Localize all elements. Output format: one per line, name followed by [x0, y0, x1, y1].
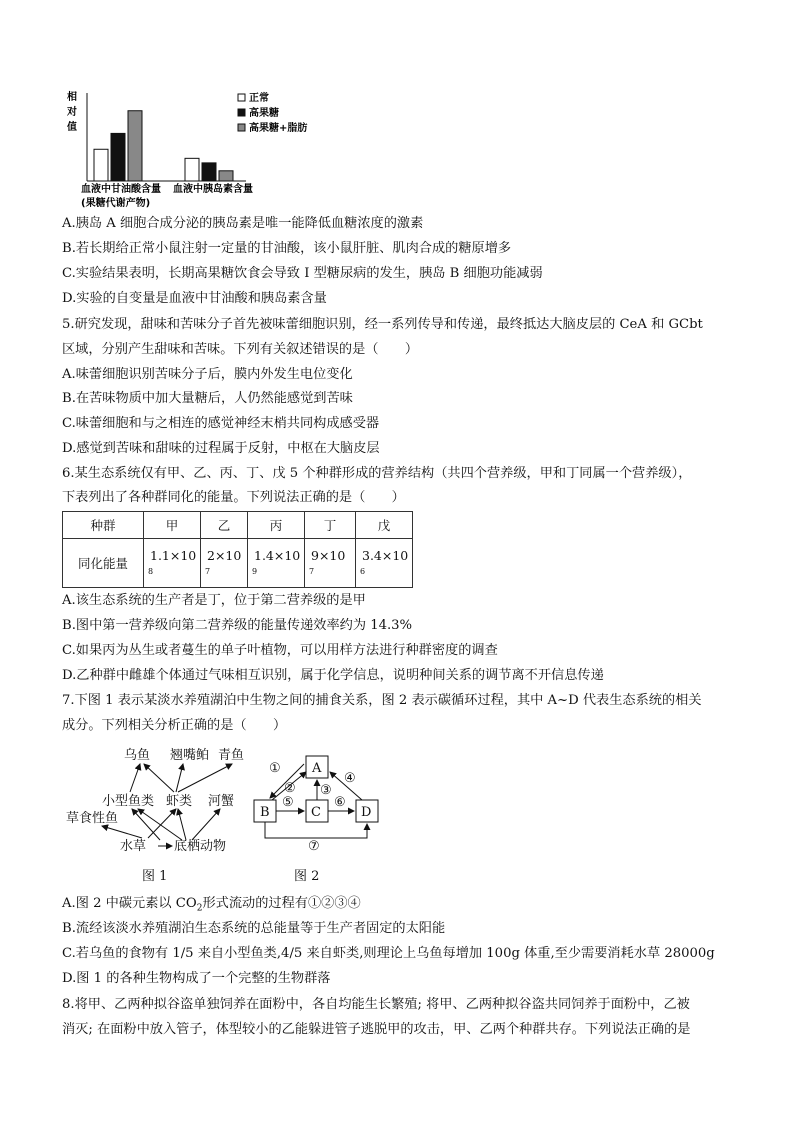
value-base: 3.4×10 [362, 548, 409, 563]
value-exponent: 9 [252, 567, 258, 576]
figure1-caption: 图 1 [142, 869, 168, 884]
q5-option-c: C.味蕾细胞和与之相连的感觉神经末梢共同构成感受器 [62, 416, 380, 431]
table-cell [144, 539, 201, 588]
value-base: 2×10 [207, 548, 242, 563]
table-header-cell: 甲 [144, 512, 201, 539]
q7-option-a-subscript: 2 [196, 903, 203, 914]
q7-stem-line1: 7.下图 1 表示某淡水养殖湖泊中生物之间的捕食关系，图 2 表示碳循环过程，其中 A~D 代表生态系统的相关 [62, 693, 702, 708]
bar [185, 158, 199, 181]
q5-option-d: D.感觉到苦味和甜味的过程属于反射，中枢在大脑皮层 [62, 441, 380, 456]
carbon-cycle-diagram [254, 756, 378, 884]
arrow-5: ⑤ [282, 795, 294, 810]
q7-option-a-text: A.图 2 中碳元素以 CO [62, 896, 197, 911]
legend-swatch [238, 109, 245, 116]
y-axis-label-char: 值 [67, 122, 77, 133]
node-qingyu: 青鱼 [218, 748, 245, 763]
q7-option-a [62, 895, 361, 918]
bar [128, 111, 142, 181]
legend-label: 高果糖+脂肪 [249, 123, 308, 134]
box-a-label: A [312, 761, 322, 776]
q8-stem-line2: 消灭; 在面粉中放入管子，体型较小的乙能躲进管子逃脱甲的攻击，甲、乙两个种群共存。下列说法正确的是 [62, 1022, 691, 1037]
x-tick-sublabel: (果糖代谢产物) [81, 198, 151, 209]
node-benthic: 底栖动物 [174, 839, 227, 854]
bar-chart [64, 88, 364, 213]
q5-stem-line1: 5.研究发现，甜味和苦味分子首先被味蕾细胞识别，经一系列传导和传递，最终抵达大脑皮层的 CeA 和 GCbt [62, 317, 703, 332]
value-exponent: 7 [309, 567, 315, 576]
q5-stem-line2: 区域，分别产生甜味和苦味。下列有关叙述错误的是（ ） [62, 342, 419, 357]
q6-option-b: B.图中第一营养级向第二营养级的能量传递效率约为 14.3% [62, 618, 413, 633]
x-tick-label: 血液中胰岛素含量 [173, 184, 253, 195]
box-d-label: D [361, 805, 372, 820]
node-wuyu: 乌鱼 [124, 748, 151, 763]
q7-option-b: B.流经该淡水养殖湖泊生态系统的总能量等于生产者固定的太阳能 [62, 921, 446, 936]
x-tick-label: 血液中甘油酸含量 [81, 184, 161, 195]
q6-stem-line1: 6.某生态系统仅有甲、乙、丙、丁、戊 5 个种群形成的营养结构（共四个营养级，甲和丁同属一个营养级）， [62, 466, 692, 481]
node-herbivorous-fish: 草食性鱼 [66, 811, 119, 826]
arrow-6: ⑥ [334, 795, 346, 810]
y-axis-label [66, 90, 77, 133]
node-crab: 河蟹 [208, 794, 235, 809]
q4-option-c: C.实验结果表明，长期高果糖饮食会导致 I 型糖尿病的发生，胰岛 B 细胞功能减弱 [62, 266, 543, 281]
value-exponent: 6 [360, 567, 366, 576]
node-qiaozuibo: 翘嘴鲌 [170, 748, 210, 763]
q6-option-d: D.乙种群中雌雄个体通过气味相互识别，属于化学信息，说明种间关系的调节离不开信息传递 [62, 668, 604, 683]
table-header-cell: 丙 [248, 512, 305, 539]
arrow-2: ② [284, 781, 296, 796]
q4-option-a: A.胰岛 A 细胞合成分泌的胰岛素是唯一能降低血糖浓度的激素 [62, 216, 424, 231]
table-cell [356, 539, 413, 588]
node-shrimp: 虾类 [166, 794, 193, 809]
legend-swatch [238, 94, 245, 101]
table-row [63, 539, 413, 588]
value-exponent: 8 [148, 567, 154, 576]
value-base: 1.4×10 [254, 548, 301, 563]
node-waterweed: 水草 [120, 839, 147, 854]
legend-label: 正常 [249, 93, 269, 104]
legend-swatch [238, 124, 245, 131]
q6-option-a: A.该生态系统的生产者是丁，位于第二营养级的是甲 [62, 593, 366, 608]
y-axis-label-char: 对 [67, 107, 77, 118]
q7-stem-line2: 成分。下列相关分析正确的是（ ） [62, 718, 287, 733]
bar [202, 163, 216, 181]
y-axis-label-char: 相 [67, 92, 77, 103]
q7-option-c: C.若乌鱼的食物有 1/5 来自小型鱼类,4/5 来自虾类,则理论上乌鱼每增加 100g 体重,至少需要消耗水草 28000g [62, 946, 715, 961]
arrow-3: ③ [320, 783, 332, 798]
table-header-cell: 丁 [305, 512, 356, 539]
arrow-1: ① [269, 761, 281, 776]
table-header-row [63, 512, 413, 539]
arrow-4: ④ [344, 771, 356, 786]
arrow-7: ⑦ [308, 839, 320, 854]
q4-option-b: B.若长期给正常小鼠注射一定量的甘油酸，该小鼠肝脏、肌肉合成的糖原增多 [62, 241, 512, 256]
legend-label: 高果糖 [249, 108, 279, 119]
bar [94, 149, 108, 181]
table-cell [305, 539, 356, 588]
table-header-cell: 乙 [201, 512, 248, 539]
q5-option-b: B.在苦味物质中加大量糖后，人仍然能感觉到苦味 [62, 391, 353, 406]
figure2-caption: 图 2 [294, 869, 320, 884]
q7-figures [62, 742, 522, 892]
table-row-label: 同化能量 [63, 539, 144, 588]
chart-legend [238, 91, 307, 134]
value-base: 1.1×10 [150, 548, 197, 563]
q6-stem-line2: 下表列出了各种群同化的能量。下列说法正确的是（ ） [62, 490, 405, 505]
bar [219, 171, 233, 181]
table-header-cell: 戊 [356, 512, 413, 539]
value-exponent: 7 [205, 567, 211, 576]
q6-option-c: C.如果丙为丛生或者蔓生的单子叶植物，可以用样方法进行种群密度的调查 [62, 643, 498, 658]
q5-option-a: A.味蕾细胞识别苦味分子后，膜内外发生电位变化 [62, 367, 353, 382]
q4-option-d: D.实验的自变量是血液中甘油酸和胰岛素含量 [62, 291, 327, 306]
node-small-fish: 小型鱼类 [102, 794, 155, 809]
box-b-label: B [260, 805, 270, 820]
table-cell [248, 539, 305, 588]
table-header-cell: 种群 [63, 512, 144, 539]
bar [111, 133, 125, 181]
q7-option-a-text-end: 形式流动的过程有①②③④ [202, 896, 361, 911]
value-base: 9×10 [311, 548, 346, 563]
box-c-label: C [311, 805, 321, 820]
food-web-diagram [66, 747, 244, 884]
energy-table [62, 511, 413, 588]
q7-option-d: D.图 1 的各种生物构成了一个完整的生物群落 [62, 971, 331, 986]
table-cell [201, 539, 248, 588]
q8-stem-line1: 8.将甲、乙两种拟谷盗单独饲养在面粉中，各自均能生长繁殖; 将甲、乙两种拟谷盗共同饲养于面粉中，乙被 [62, 997, 690, 1012]
